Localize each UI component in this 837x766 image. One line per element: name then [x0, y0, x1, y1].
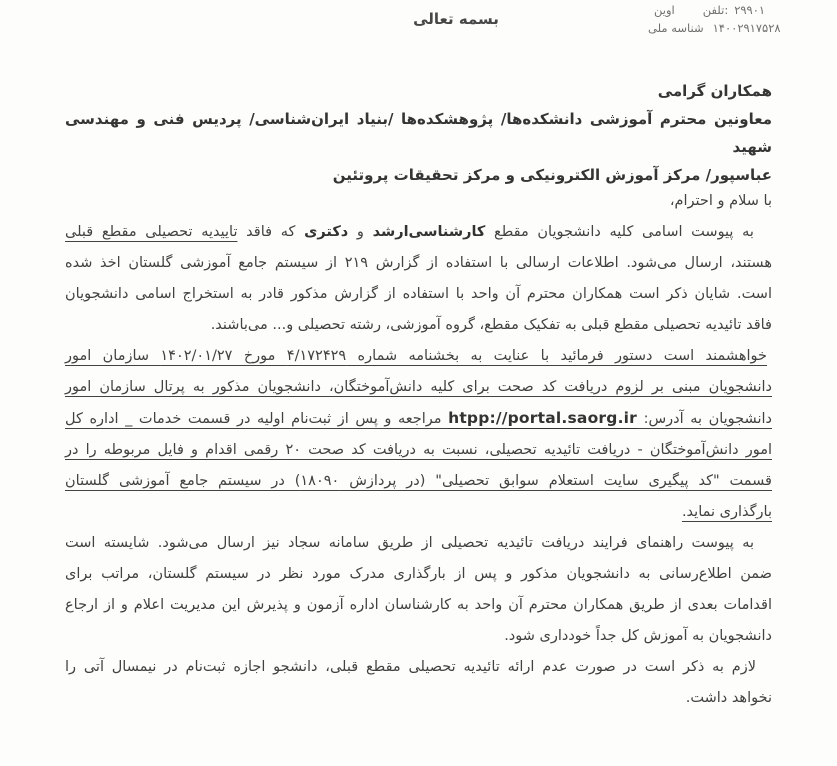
- body-line: [65, 652, 772, 683]
- text-segment: به پیوست اسامی کلیه دانشجویان مقطع: [485, 224, 754, 240]
- letterhead-phone-label: تلفن:: [702, 3, 729, 17]
- letterhead-location: اوین: [654, 3, 675, 17]
- body-block: [65, 186, 772, 714]
- body-line: [65, 372, 772, 403]
- portal-url-text: htpp://portal.saorg.ir: [448, 409, 638, 427]
- text-segment: با سلام و احترام،: [669, 193, 772, 209]
- text-segment: مراجعه و پس از ثبت‌نام اولیه در قسمت خدمات _ اداره کل: [65, 411, 449, 427]
- text-segment: است. شایان ذکر است همکاران محترم آن واحد با استفاده از گزارش مذکور قادر به استخراج اسامی دانشجویان: [65, 286, 772, 302]
- text-segment: به پیوست راهنمای فرایند دریافت تائیدیه تحصیلی از طریق سامانه سجاد نیز ارسال می‌شود. شایسته است: [65, 535, 754, 551]
- body-line: [65, 528, 772, 559]
- body-line: [65, 341, 772, 372]
- letterhead-national-id-row: [648, 19, 834, 37]
- body-line: [65, 435, 772, 466]
- text-segment: بارگذاری نماید.: [681, 504, 772, 520]
- body-line: [65, 403, 772, 435]
- text-segment: فاقد تائیدیه تحصیلی مقطع قبلی به تفکیک مقطع، گروه آموزشی، رشته تحصیلی و... می‌باشند.: [210, 317, 772, 333]
- text-segment: و: [348, 224, 373, 240]
- text-segment: خواهشمند است دستور فرمائید با عنایت به بخشنامه شماره ۴/۱۷۲۴۲۹ مورخ ۱۴۰۲/۰۱/۲۷ سازمان امور: [65, 348, 767, 364]
- text-segment: دانشجویان به آدرس:: [637, 411, 772, 427]
- body-line: [65, 497, 772, 528]
- text-segment: ضمن اطلاع‌رسانی به دانشجویان مذکور و پس از بارگذاری مدرک مورد نظر در سیستم گلستان، مراتب برای: [65, 566, 772, 582]
- body-line: [65, 310, 772, 341]
- addressee-line: [65, 77, 772, 105]
- text-segment: که فاقد: [237, 224, 305, 240]
- body-line: [65, 217, 772, 248]
- text-segment: هستند، ارسال می‌شود. اطلاعات ارسالی با استفاده از گزارش ۲۱۹ از سیستم جامع آموزشی گلستان اخذ شده: [65, 255, 772, 271]
- text-segment: نخواهد داشت.: [685, 690, 772, 706]
- letterhead-phone-number: ۲۹۹۰۱: [734, 3, 766, 17]
- letterhead-phone-row: [648, 1, 834, 19]
- body-line: [65, 248, 772, 279]
- text-segment: عباسپور/ مرکز آموزش الکترونیکی و مرکز تحقیقات پروتئین: [332, 166, 772, 184]
- letterhead-national-id-number: ۱۴۰۰۲۹۱۷۵۲۸: [712, 21, 781, 35]
- body-line: [65, 683, 772, 714]
- body-line: [65, 186, 772, 217]
- text-segment: کارشناسی‌ارشد: [372, 224, 486, 240]
- letterhead-national-id-label: شناسه ملی: [648, 21, 704, 35]
- text-segment: لازم به ذکر است در صورت عدم ارائه تائیدیه تحصیلی مقطع قبلی، دانشجو اجازه ثبت‌نام در نیمسال آتی را: [65, 659, 756, 675]
- text-segment: قسمت "کد پیگیری سایت استعلام سوابق تحصیلی" (در پردازش ۱۸۰۹۰) در سیستم جامع آموزشی گلستان: [65, 473, 772, 489]
- text-segment: همکاران گرامی: [657, 82, 772, 100]
- text-segment: امور دانش‌آموختگان - دریافت تائیدیه تحصیلی، نسبت به دریافت کد صحت ۲۰ رقمی اقدام و فایل مربوطه را در: [65, 442, 773, 458]
- text-segment: اقدامات بعدی از طریق همکاران محترم آن واحد به کارشناسان اداره آزمون و پذیرش این مدیریت اعلام و از ارجاع: [65, 597, 772, 613]
- addressee-block: [65, 77, 772, 189]
- text-segment: دانشجویان مبنی بر لزوم دریافت کد صحت برای کلیه دانش‌آموختگان، دانشجویان مذکور به پرتال سازمان امور: [65, 379, 772, 395]
- text-segment: معاونین محترم آموزشی دانشکده‌ها/ پژوهشکده‌ها /بنیاد ایران‌شناسی/ پردیس فنی و مهندسی شهید: [65, 110, 772, 156]
- body-line: [65, 559, 772, 590]
- text-segment: دانشجویان به آموزش کل جداً خودداری شود.: [504, 628, 772, 644]
- letterhead-contact-info: [648, 1, 834, 37]
- body-line: [65, 621, 772, 652]
- text-segment: دکتری: [304, 224, 349, 240]
- body-line: [65, 466, 772, 497]
- body-line: [65, 590, 772, 621]
- besmellah-heading: بسمه تعالی: [413, 10, 499, 28]
- body-line: [65, 279, 772, 310]
- addressee-line: [65, 105, 772, 161]
- addressee-line: [65, 161, 772, 189]
- text-segment: تاییدیه تحصیلی مقطع قبلی: [65, 224, 238, 240]
